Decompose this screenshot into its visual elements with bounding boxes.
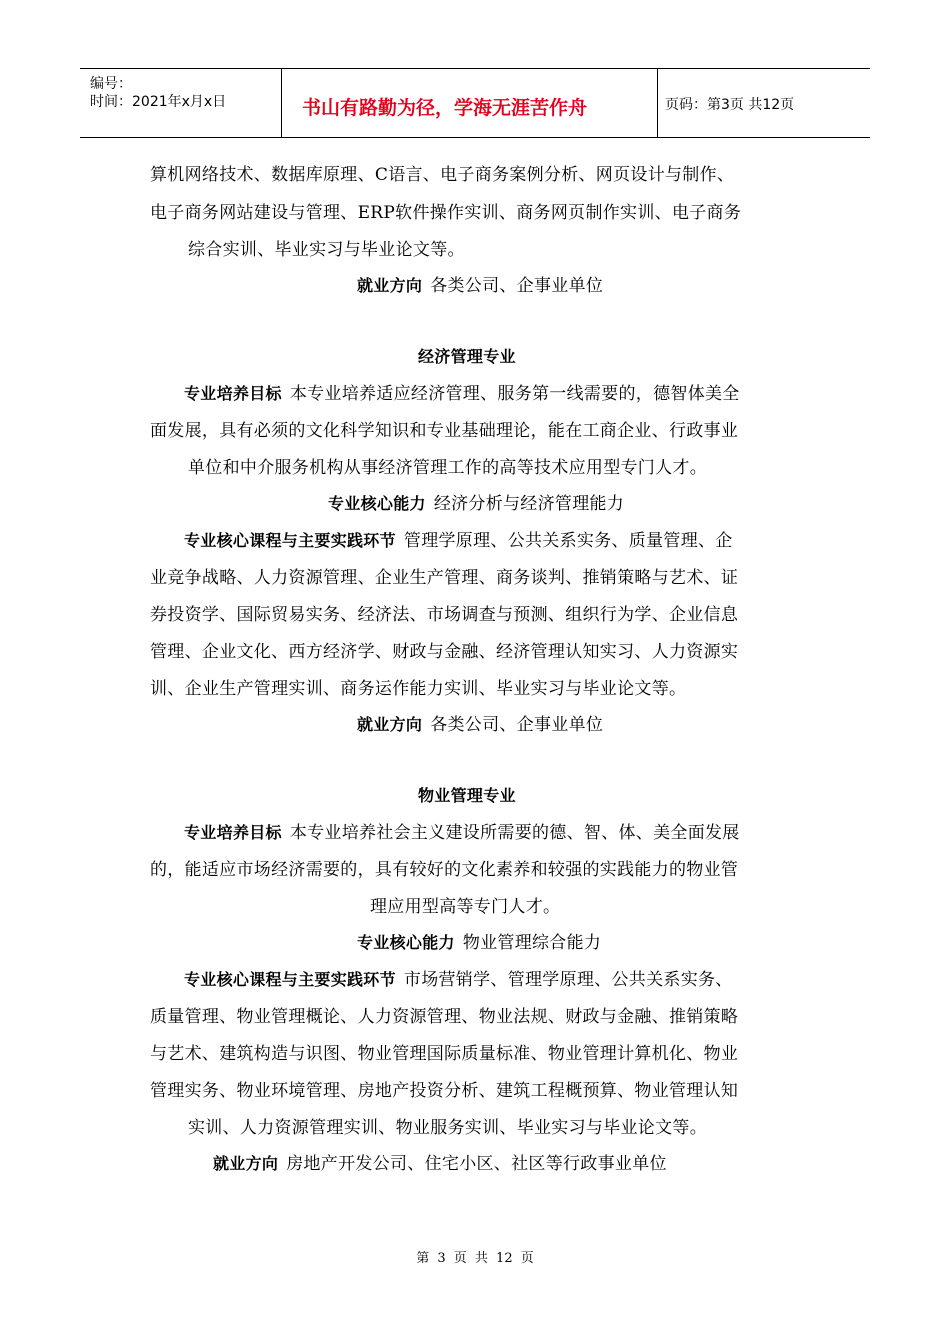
jobs-text: 各类公司、企事业单位 [430, 715, 604, 735]
goal-text: 本专业培养社会主义建设所需要的德、智、体、美全面发展 [289, 823, 740, 843]
document-number: 编号： [90, 76, 132, 92]
paragraph-line: 质量管理、物业管理概论、人力资源管理、物业法规、财政与金融、推销策略 [150, 1007, 739, 1027]
paragraph-line: 管理、企业文化、西方经济学、财政与金融、经济管理认知实习、人力资源实 [150, 642, 739, 662]
paragraph-line: 算机网络技术、数据库原理、C语言、电子商务案例分析、网页设计与制作、 [150, 165, 735, 185]
jobs-line [357, 710, 603, 735]
course-line [184, 526, 733, 551]
page-header [80, 68, 870, 138]
ability-text: 物业管理综合能力 [462, 933, 602, 953]
jobs-line [213, 1149, 667, 1174]
jobs-text: 房地产开发公司、住宅小区、社区等行政事业单位 [286, 1154, 667, 1174]
paragraph-line: 的，能适应市场经济需要的，具有较好的文化素养和较强的实践能力的物业管 [150, 860, 739, 880]
paragraph-line: 管理实务、物业环境管理、房地产投资分析、建筑工程概预算、物业管理认知 [150, 1081, 739, 1101]
jobs-text: 各类公司、企事业单位 [430, 276, 604, 296]
goal-label: 专业培养目标 [184, 384, 282, 403]
goal-label: 专业培养目标 [184, 823, 282, 842]
jobs-label: 就业方向 [357, 715, 423, 734]
paragraph-line: 理应用型高等专门人才。 [370, 897, 561, 917]
jobs-label: 就业方向 [357, 276, 423, 295]
document-time: 时间：2021年x月x日 [90, 94, 227, 110]
jobs-label: 就业方向 [213, 1154, 279, 1173]
paragraph-line: 电子商务网站建设与管理、ERP软件操作实训、商务网页制作实训、电子商务 [150, 203, 742, 223]
course-text: 管理学原理、公共关系实务、质量管理、企 [403, 531, 733, 551]
header-meta [80, 69, 280, 137]
section-title: 物业管理专业 [418, 786, 516, 805]
paragraph-line: 业竞争战略、人力资源管理、企业生产管理、商务谈判、推销策略与艺术、证 [150, 568, 739, 588]
goal-text: 本专业培养适应经济管理、服务第一线需要的，德智体美全 [289, 384, 740, 404]
jobs-line [357, 271, 603, 296]
goal-line [184, 818, 740, 843]
ability-line [357, 928, 601, 953]
paragraph-line: 实训、人力资源管理实训、物业服务实训、毕业实习与毕业论文等。 [188, 1118, 707, 1138]
header-motto-cell [281, 69, 658, 137]
paragraph-line: 券投资学、国际贸易实务、经济法、市场调查与预测、组织行为学、企业信息 [150, 605, 739, 625]
goal-line [184, 379, 740, 404]
section-title: 经济管理专业 [418, 347, 516, 366]
ability-label: 专业核心能力 [328, 494, 426, 513]
paragraph-line: 单位和中介服务机构从事经济管理工作的高等技术应用型专门人才。 [188, 458, 707, 478]
course-line [184, 965, 733, 990]
ability-line [328, 489, 624, 514]
course-label: 专业核心课程与主要实践环节 [184, 531, 396, 550]
paragraph-line: 训、企业生产管理实训、商务运作能力实训、毕业实习与毕业论文等。 [150, 679, 687, 699]
paragraph-line: 与艺术、建筑构造与识图、物业管理国际质量标准、物业管理计算机化、物业 [150, 1044, 739, 1064]
course-label: 专业核心课程与主要实践环节 [184, 970, 396, 989]
header-motto: 书山有路勤为径，学海无涯苦作舟 [302, 97, 588, 119]
course-text: 市场营销学、管理学原理、公共关系实务、 [403, 970, 733, 990]
header-page-code: 页码：第3页 共12页 [665, 97, 795, 113]
ability-label: 专业核心能力 [357, 933, 455, 952]
paragraph-line: 面发展，具有必须的文化科学知识和专业基础理论，能在工商企业、行政事业 [150, 421, 739, 441]
page-footer: 第 3 页 共 12 页 [416, 1251, 534, 1266]
ability-text: 经济分析与经济管理能力 [433, 494, 625, 514]
paragraph-line: 综合实训、毕业实习与毕业论文等。 [188, 240, 465, 260]
